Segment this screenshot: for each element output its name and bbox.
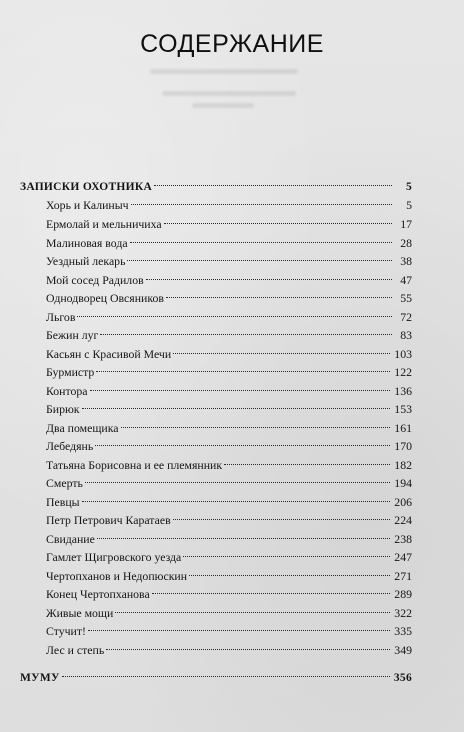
dot-leader (85, 482, 390, 483)
toc-page-number: 182 (394, 457, 412, 472)
toc-item-title: Петр Петрович Каратаев (46, 513, 171, 527)
toc-page-number: 38 (400, 254, 412, 268)
toc-item-row[interactable] (46, 567, 412, 585)
dot-leader (121, 427, 391, 428)
dot-leader (82, 408, 391, 409)
toc-section-title: ЗАПИСКИ ОХОТНИКА (20, 181, 153, 193)
toc-page-number: 238 (394, 531, 412, 546)
toc-page-number: 5 (405, 181, 412, 193)
toc-item-title: Бежин луг (46, 328, 99, 342)
toc-page-number: 224 (394, 513, 412, 527)
toc-item-row[interactable] (46, 437, 412, 455)
dot-leader (96, 371, 390, 372)
toc-item-row[interactable] (46, 511, 412, 529)
toc-item-row[interactable] (46, 641, 412, 659)
toc-page-number: 206 (394, 494, 412, 509)
toc-item-row[interactable] (46, 326, 412, 344)
toc-item-title: Контора (46, 383, 88, 398)
toc-page-number: 28 (400, 235, 412, 250)
toc-page-number: 349 (394, 642, 412, 657)
dot-leader (173, 353, 390, 354)
toc-item-row[interactable] (46, 400, 412, 418)
dot-leader (97, 538, 390, 539)
toc-item-title: Смерть (46, 476, 83, 490)
dot-leader (189, 575, 390, 576)
toc-item-title: Бурмистр (46, 365, 95, 379)
toc-item-title: Лес и степь (46, 642, 105, 657)
toc-item-row[interactable] (46, 585, 412, 603)
dot-leader (131, 204, 392, 205)
toc-page-number: 356 (393, 672, 412, 684)
toc-item-row[interactable] (46, 622, 412, 640)
dot-leader (146, 279, 392, 280)
toc-item-row[interactable] (46, 289, 412, 307)
dot-leader (100, 334, 392, 335)
show-through-line (150, 69, 298, 74)
toc-item-row[interactable] (46, 493, 412, 511)
toc-item-title: Чертопханов и Недопюскин (46, 568, 188, 583)
toc-section-title: МУМУ (20, 672, 60, 684)
dot-leader (183, 556, 390, 557)
toc-item-row[interactable] (46, 474, 412, 492)
toc-page-number: 122 (394, 365, 412, 379)
toc-page-number: 271 (394, 568, 412, 583)
toc-item-title: Татьяна Борисовна и ее племянник (46, 457, 223, 472)
toc-page-number: 153 (394, 402, 412, 416)
page-title: СОДЕРЖАНИЕ (140, 30, 324, 58)
toc-item-row[interactable] (46, 234, 412, 252)
toc-item-title: Уездный лекарь (46, 254, 126, 268)
toc-item-title: Стучит! (46, 624, 86, 638)
toc-item-title: Певцы (46, 494, 80, 509)
toc-item-title: Свидание (46, 531, 95, 546)
toc-item-row[interactable] (46, 604, 412, 622)
dot-leader (95, 445, 390, 446)
dot-leader (82, 501, 391, 502)
toc-page-number: 83 (400, 328, 412, 342)
dot-leader (90, 390, 391, 391)
toc-item-row[interactable] (46, 419, 412, 437)
toc-item-title: Гамлет Щигровского уезда (46, 550, 182, 564)
toc-page-number: 103 (394, 346, 412, 361)
dot-leader (173, 519, 391, 520)
dot-leader (62, 676, 390, 677)
toc-page-number: 247 (394, 550, 412, 564)
dot-leader (127, 260, 392, 261)
toc-item-title: Лебедянь (46, 439, 94, 453)
toc-page-number: 136 (394, 383, 412, 398)
dot-leader (77, 316, 392, 317)
toc-page-number: 17 (400, 217, 412, 231)
toc-item-row[interactable] (46, 345, 412, 363)
toc-item-title: Конец Чертопханова (46, 587, 150, 601)
show-through-line (162, 91, 296, 96)
dot-leader (224, 464, 390, 465)
dot-leader (88, 630, 390, 631)
toc-item-row[interactable] (46, 382, 412, 400)
show-through-text (122, 64, 342, 110)
toc-page-number: 161 (394, 420, 412, 435)
dot-leader (166, 297, 392, 298)
toc-item-title: Хорь и Калиныч (46, 198, 129, 213)
toc-page-number: 335 (394, 624, 412, 638)
toc-page-number: 289 (394, 587, 412, 601)
toc-item-row[interactable] (46, 363, 412, 381)
toc-item-row[interactable] (46, 308, 412, 326)
toc-item-row[interactable] (46, 215, 412, 233)
toc-item-title: Бирюк (46, 402, 80, 416)
show-through-line (192, 103, 254, 108)
toc-item-row[interactable] (46, 196, 412, 214)
toc-section-row[interactable] (20, 669, 412, 687)
toc-item-row[interactable] (46, 456, 412, 474)
toc-section-row[interactable] (20, 178, 412, 196)
toc-page-number: 47 (400, 272, 412, 287)
dot-leader (164, 223, 392, 224)
dot-leader (152, 593, 391, 594)
dot-leader (154, 185, 392, 186)
toc-page-number: 5 (406, 198, 412, 213)
toc-page-number: 55 (400, 291, 412, 305)
toc-item-row[interactable] (46, 530, 412, 548)
dot-leader (115, 612, 390, 613)
toc-item-title: Однодворец Овсяников (46, 291, 164, 305)
toc-item-title: Малиновая вода (46, 235, 128, 250)
toc-item-row[interactable] (46, 271, 412, 289)
toc-page-number: 194 (394, 476, 412, 490)
toc-item-title: Два помещика (46, 420, 119, 435)
dot-leader (130, 242, 392, 243)
toc-item-row[interactable] (46, 548, 412, 566)
toc-page-number: 170 (394, 439, 412, 453)
toc-page-number: 322 (394, 605, 412, 620)
toc-item-title: Касьян с Красивой Мечи (46, 346, 172, 361)
dot-leader (106, 649, 390, 650)
toc-item-title: Мой сосед Радилов (46, 272, 144, 287)
toc-item-title: Живые мощи (46, 605, 114, 620)
toc-item-title: Ермолай и мельничиха (46, 217, 162, 231)
toc-page-number: 72 (400, 309, 412, 324)
toc-item-title: Льгов (46, 309, 76, 324)
toc-item-row[interactable] (46, 252, 412, 270)
